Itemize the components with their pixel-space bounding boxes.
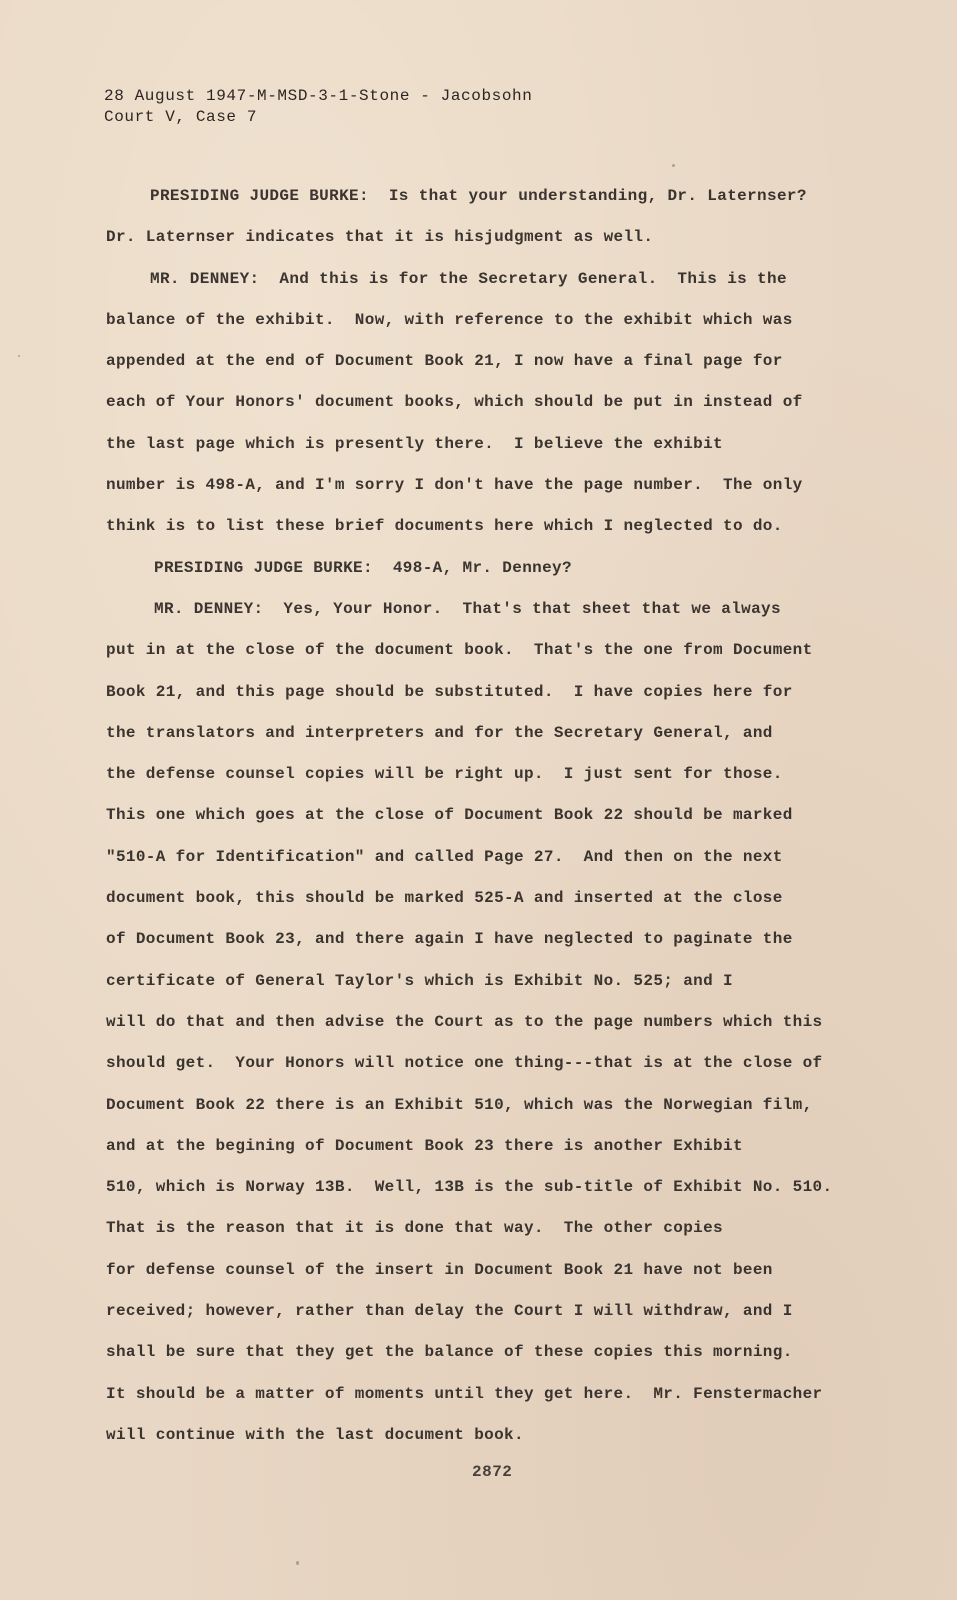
transcript-line: the last page which is presently there. I believe the exhibit <box>106 434 723 453</box>
transcript-line: Dr. Laternser indicates that it is hisjudgment as well. <box>106 228 654 247</box>
transcript-line: each of Your Honors' document books, which should be put in instead of <box>106 393 803 412</box>
transcript-line: MR. DENNEY: Yes, Your Honor. That's that sheet that we always <box>154 599 781 618</box>
transcript-line: certificate of General Taylor's which is Exhibit No. 525; and I <box>106 971 733 990</box>
transcript-line: That is the reason that it is done that way. The other copies <box>106 1219 723 1238</box>
paper-speck <box>18 355 20 357</box>
transcript-line: MR. DENNEY: And this is for the Secretary General. This is the <box>150 269 787 288</box>
transcript-line: received; however, rather than delay the Court I will withdraw, and I <box>106 1302 793 1321</box>
transcript-line: will do that and then advise the Court as to the page numbers which this <box>106 1012 823 1031</box>
transcript-line: of Document Book 23, and there again I have neglected to paginate the <box>106 930 793 949</box>
transcript-line: It should be a matter of moments until they get here. Mr. Fenstermacher <box>106 1384 823 1403</box>
transcript-line: This one which goes at the close of Document Book 22 should be marked <box>106 806 793 825</box>
transcript-line: PRESIDING JUDGE BURKE: Is that your understanding, Dr. Laternser? <box>150 187 807 205</box>
header-date-line: 28 August 1947-M-MSD-3-1-Stone - Jacobsohn <box>104 87 533 105</box>
paper-speck <box>672 164 675 167</box>
transcript-line: for defense counsel of the insert in Document Book 21 have not been <box>106 1260 773 1279</box>
transcript-line: appended at the end of Document Book 21, I now have a final page for <box>106 352 783 371</box>
transcript-line: think is to list these brief documents here which I neglected to do. <box>106 517 783 536</box>
transcript-line: should get. Your Honors will notice one thing---that is at the close of <box>106 1054 823 1073</box>
transcript-line: put in at the close of the document book. That's the one from Document <box>106 641 813 660</box>
paper-speck <box>296 1561 299 1565</box>
transcript-line: will continue with the last document book. <box>106 1425 524 1444</box>
transcript-line: and at the begining of Document Book 23 there is another Exhibit <box>106 1136 743 1155</box>
transcript-line: number is 498-A, and I'm sorry I don't have the page number. The only <box>106 476 803 495</box>
transcript-line: Book 21, and this page should be substituted. I have copies here for <box>106 682 793 701</box>
transcript-line: "510-A for Identification" and called Page 27. And then on the next <box>106 847 783 866</box>
transcript-line: the translators and interpreters and for the Secretary General, and <box>106 723 773 742</box>
transcript-body <box>106 185 866 1465</box>
transcript-line: document book, this should be marked 525-A and inserted at the close <box>106 889 783 908</box>
transcript-line: balance of the exhibit. Now, with reference to the exhibit which was <box>106 310 793 329</box>
page-number: 2872 <box>472 1463 513 1481</box>
transcript-line: 510, which is Norway 13B. Well, 13B is the sub-title of Exhibit No. 510. <box>106 1178 833 1197</box>
transcript-line: shall be sure that they get the balance of these copies this morning. <box>106 1343 793 1362</box>
document-header <box>104 86 532 128</box>
transcript-line: Document Book 22 there is an Exhibit 510, which was the Norwegian film, <box>106 1095 813 1114</box>
transcript-line: the defense counsel copies will be right up. I just sent for those. <box>106 765 783 784</box>
header-court-line: Court V, Case 7 <box>104 108 258 126</box>
transcript-line: PRESIDING JUDGE BURKE: 498-A, Mr. Denney? <box>154 558 572 577</box>
